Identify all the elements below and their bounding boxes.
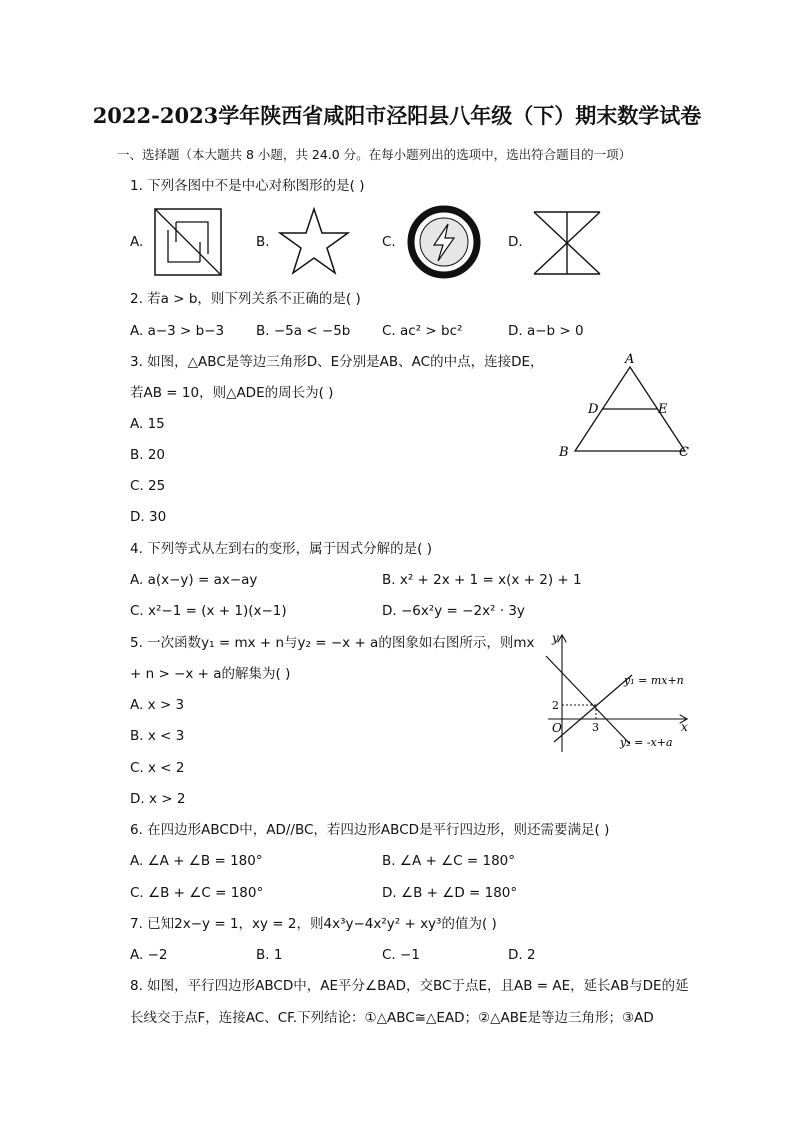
q1-figure-d-hourglass xyxy=(532,210,602,276)
q1-option-d-label: D. xyxy=(508,234,523,250)
q7-option-a: A. −2 xyxy=(130,947,168,963)
line-y2-label: y₂ = -x+a xyxy=(620,736,673,749)
q3-option-c: C. 25 xyxy=(130,478,166,494)
q6-option-b: B. ∠A + ∠C = 180° xyxy=(382,853,516,869)
label-d: D xyxy=(588,402,599,417)
q2-option-c: C. ac² > bc² xyxy=(382,323,463,339)
q7-option-b: B. 1 xyxy=(256,947,283,963)
origin-label: O xyxy=(552,721,562,735)
q4-option-c: C. x²−1 = (x + 1)(x−1) xyxy=(130,603,287,619)
q1-figure-a xyxy=(154,208,222,276)
q7-option-c: C. −1 xyxy=(382,947,420,963)
q1-option-b-label: B. xyxy=(256,234,270,250)
question-8-stem-line2: 长线交于点F，连接AC、CF.下列结论：①△ABC≅△EAD；②△ABE是等边三角形；③AD xyxy=(130,1010,654,1026)
label-e: E xyxy=(658,402,668,417)
x-tick-3: 3 xyxy=(592,721,599,734)
label-c: C xyxy=(679,445,689,460)
label-a: A xyxy=(625,352,635,367)
page-title: 2022-2023学年陕西省咸阳市泾阳县八年级（下）期末数学试卷 xyxy=(92,103,702,128)
q2-option-d: D. a−b > 0 xyxy=(508,323,584,339)
q5-option-b: B. x < 3 xyxy=(130,728,185,744)
question-1-stem: 1. 下列各图中不是中心对称图形的是( ) xyxy=(130,178,365,194)
section-heading: 一、选择题（本大题共 8 小题，共 24.0 分。在每小题列出的选项中，选出符合题目的一项） xyxy=(117,147,632,162)
question-2-stem: 2. 若a > b，则下列关系不正确的是( ) xyxy=(130,291,361,307)
q4-option-a: A. a(x−y) = ax−ay xyxy=(130,572,258,588)
question-3-stem-line1: 3. 如图，△ABC是等边三角形D、E分别是AB、AC的中点，连接DE， xyxy=(130,354,544,370)
q5-option-a: A. x > 3 xyxy=(130,697,185,713)
question-7-stem: 7. 已知2x−y = 1，xy = 2，则4x³y−4x²y² + xy³的值为( ) xyxy=(130,916,497,932)
q2-option-a: A. a−3 > b−3 xyxy=(130,323,225,339)
q6-option-c: C. ∠B + ∠C = 180° xyxy=(130,885,264,901)
q5-function-graph xyxy=(540,630,700,755)
q4-option-b: B. x² + 2x + 1 = x(x + 2) + 1 xyxy=(382,572,582,588)
question-6-stem: 6. 在四边形ABCD中，AD//BC，若四边形ABCD是平行四边形，则还需要满足( ) xyxy=(130,822,610,838)
question-4-stem: 4. 下列等式从左到右的变形，属于因式分解的是( ) xyxy=(130,541,432,557)
q6-option-d: D. ∠B + ∠D = 180° xyxy=(382,885,518,901)
question-5-stem-line2: + n > −x + a的解集为( ) xyxy=(130,666,291,682)
q6-option-a: A. ∠A + ∠B = 180° xyxy=(130,853,263,869)
q3-option-d: D. 30 xyxy=(130,509,167,525)
y-axis-label: y xyxy=(552,631,559,645)
question-5-stem-line1: 5. 一次函数y₁ = mx + n与y₂ = −x + a的图象如右图所示，则mx xyxy=(130,635,535,651)
q2-option-b: B. −5a < −5b xyxy=(256,323,351,339)
q5-option-c: C. x < 2 xyxy=(130,760,185,776)
q1-figure-c-lightning-icon xyxy=(404,204,484,280)
line-y1-label: y₁ = mx+n xyxy=(624,674,684,687)
q7-option-d: D. 2 xyxy=(508,947,536,963)
q3-option-b: B. 20 xyxy=(130,447,166,463)
q1-figure-b-star xyxy=(278,206,350,276)
q3-triangle-figure xyxy=(555,350,695,462)
q1-option-a-label: A. xyxy=(130,234,144,250)
label-b: B xyxy=(559,445,569,460)
q1-option-c-label: C. xyxy=(382,234,396,250)
q5-option-d: D. x > 2 xyxy=(130,791,186,807)
question-3-stem-line2: 若AB = 10，则△ADE的周长为( ) xyxy=(130,385,334,401)
q3-option-a: A. 15 xyxy=(130,416,165,432)
question-8-stem-line1: 8. 如图，平行四边形ABCD中，AE平分∠BAD，交BC于点E，且AB = AE，延长AB与DE的延 xyxy=(130,978,689,994)
x-axis-label: x xyxy=(681,720,688,734)
q4-option-d: D. −6x²y = −2x² · 3y xyxy=(382,603,525,619)
y-tick-2: 2 xyxy=(552,699,559,712)
